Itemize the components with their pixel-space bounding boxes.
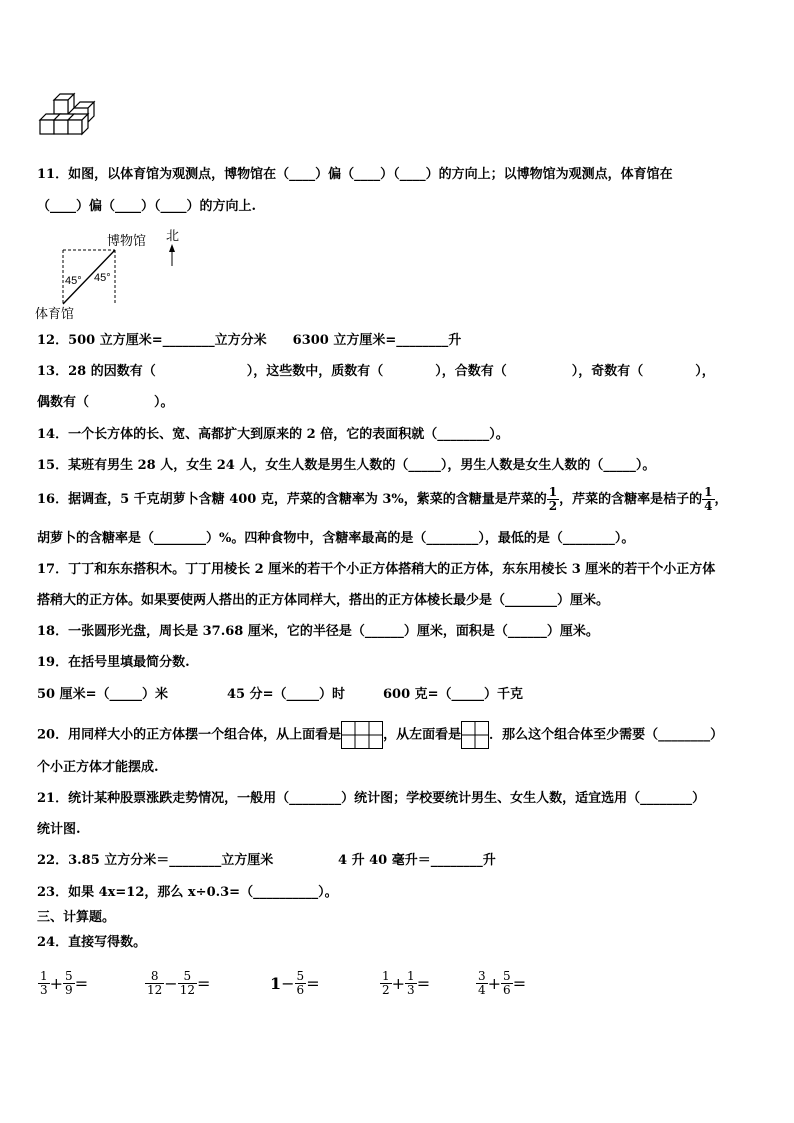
direction-figure <box>33 226 193 322</box>
question-19: 19．在括号里填最简分数. <box>37 655 190 670</box>
question-12: 12．500 立方厘米=________立方分米 6300 立方厘米=________升 <box>37 333 462 348</box>
north-label: 北 <box>166 228 180 243</box>
question-22-b: 4 升 40 毫升＝________升 <box>338 853 496 868</box>
question-20-line-2: 个小正方体才能摆成. <box>37 760 159 775</box>
section-3-heading: 三、计算题。 <box>37 910 116 925</box>
fraction-one-quarter: $\frac{1}{4}$ <box>704 485 713 513</box>
fraction-one-half: $\frac{1}{2}$ <box>548 485 558 513</box>
question-11-line-2: （____）偏（____）（____）的方向上. <box>37 199 257 214</box>
q16-text-mid: ，芹菜的含糖率是桔子的 <box>559 492 703 507</box>
question-17-line-2: 搭稍大的正方体。如果要使两人搭出的正方体同样大，搭出的正方体棱长最少是（________）厘米。 <box>37 593 610 608</box>
question-13-line-1: 13．28 的因数有（ ），这些数中，质数有（ ），合数有（ ），奇数有（ ）， <box>37 364 715 379</box>
calc-expression-3: 1− $\frac{5}{6}$ = <box>270 969 320 997</box>
question-24: 24．直接写得数。 <box>37 935 147 950</box>
question-16-line-2: 胡萝卜的含糖率是（________）%。四种食物中，含糖率最高的是（________），最低的是（________）。 <box>37 531 635 546</box>
question-19-b: 45 分=（_____）时 <box>227 687 346 702</box>
question-13-line-2: 偶数有（ ）。 <box>37 395 174 410</box>
calc-expression-1: $\frac{1}{3}$ + $\frac{5}{9}$ = <box>40 969 89 997</box>
top-view-grid-icon <box>341 721 383 749</box>
question-23: 23．如果 4x=12，那么 x÷0.3=（__________）。 <box>37 885 338 900</box>
question-18: 18．一张圆形光盘，周长是 37.68 厘米，它的半径是（______）厘米，面积是（______）厘米。 <box>37 624 599 639</box>
question-22-a: 22．3.85 立方分米＝________立方厘米 <box>37 853 274 868</box>
question-15: 15．某班有男生 28 人，女生 24 人，女生人数是男生人数的（_____），男生人数是女生人数的（_____）。 <box>37 458 656 473</box>
calc-expression-4: $\frac{1}{2}$ + $\frac{1}{3}$ = <box>382 969 431 997</box>
question-14: 14．一个长方体的长、宽、高都扩大到原来的 2 倍，它的表面积就（________）。 <box>37 427 509 442</box>
q16-text-pre: 16．据调查，5 千克胡萝卜含糖 400 克，芹菜的含糖率为 3%，紫菜的含糖量是芹菜的 <box>37 492 547 507</box>
gym-label: 体育馆 <box>35 306 75 321</box>
question-19-c: 600 克=（_____）千克 <box>383 687 524 702</box>
question-16-line-1 <box>37 486 728 513</box>
angle-label-1: 45° <box>65 275 82 287</box>
q20-text-pre: 20．用同样大小的正方体摆一个组合体，从上面看是 <box>37 727 342 743</box>
question-11-line-1: 11．如图，以体育馆为观测点，博物馆在（____）偏（____）（____）的方向上；以博物馆为观测点，体育馆在 <box>37 167 673 182</box>
question-21-line-1: 21．统计某种股票涨跌走势情况，一般用（________）统计图；学校要统计男生、女生人数，适宜选用（________） <box>37 791 706 806</box>
museum-label: 博物馆 <box>107 233 147 248</box>
question-17-line-1: 17．丁丁和东东搭积木。丁丁用棱长 2 厘米的若干个小正方体搭稍大的正方体，东东用棱长 3 厘米的若干个小正方体 <box>37 562 716 577</box>
question-21-line-2: 统计图. <box>37 822 81 837</box>
cube-stack-figure <box>38 92 98 144</box>
calc-expression-2: $\frac{8}{12}$ − $\frac{5}{12}$ = <box>147 969 211 997</box>
q20-text-end: ．那么这个组合体至少需要（________） <box>489 727 724 743</box>
question-20-line-1 <box>37 721 723 749</box>
angle-label-2: 45° <box>94 272 111 284</box>
q20-text-mid: ，从左面看是 <box>383 727 462 743</box>
question-19-a: 50 厘米=（_____）米 <box>37 687 169 702</box>
q16-text-end: ， <box>714 492 728 507</box>
calc-expression-5: $\frac{3}{4}$ + $\frac{5}{6}$ = <box>478 969 527 997</box>
left-view-grid-icon <box>461 721 489 749</box>
